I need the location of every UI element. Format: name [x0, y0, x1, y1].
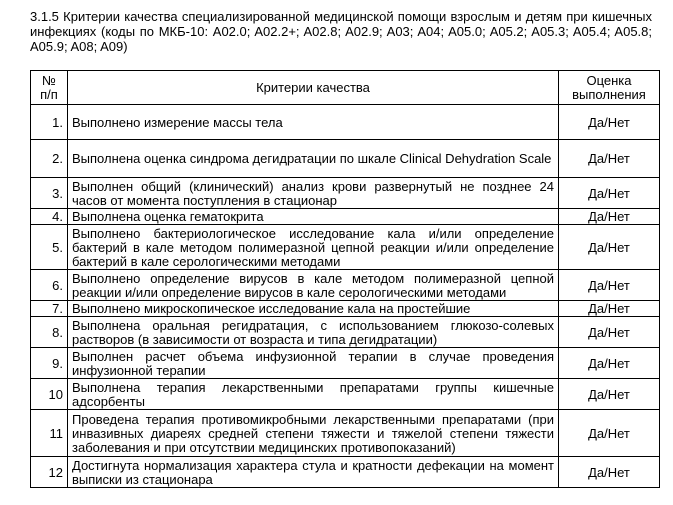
row-num: 9.: [31, 348, 68, 379]
table-row: [31, 209, 660, 225]
row-evaluation: Да/Нет: [559, 270, 660, 301]
table-row: [31, 379, 660, 410]
table-row: [31, 105, 660, 140]
row-evaluation: Да/Нет: [559, 317, 660, 348]
row-num: 12: [31, 457, 68, 488]
table-header-row: [31, 71, 660, 105]
header-evaluation: Оценка выполнения: [559, 71, 660, 105]
row-evaluation: Да/Нет: [559, 178, 660, 209]
table-row: [31, 140, 660, 178]
row-evaluation: Да/Нет: [559, 457, 660, 488]
table-row: [31, 348, 660, 379]
section-heading: 3.1.5 Критерии качества специализированной медицинской помощи взрослым и детям при кишечных инфекциях (коды по МКБ-10: A02.0; A02.2+; A02.8; A02.9; A03; A04; A05.0; A05.2; A05.3; A05.4; A05.8; A05.9; A08; A09): [30, 9, 652, 54]
row-criterion: Достигнута нормализация характера стула и кратности дефекации на момент выписки из стационара: [68, 457, 559, 488]
row-num: 7.: [31, 301, 68, 317]
row-num: 4.: [31, 209, 68, 225]
row-num: 8.: [31, 317, 68, 348]
table-row: [31, 225, 660, 270]
row-evaluation: Да/Нет: [559, 105, 660, 140]
row-num: 2.: [31, 140, 68, 178]
table-row: [31, 317, 660, 348]
row-evaluation: Да/Нет: [559, 379, 660, 410]
table-row: [31, 178, 660, 209]
row-criterion: Выполнен общий (клинический) анализ крови развернутый не позднее 24 часов от момента поступления в стационар: [68, 178, 559, 209]
row-criterion: Выполнено определение вирусов в кале методом полимеразной цепной реакции и/или определение вирусов в кале серологическими методами: [68, 270, 559, 301]
table-row: [31, 301, 660, 317]
row-evaluation: Да/Нет: [559, 209, 660, 225]
row-criterion: Выполнено микроскопическое исследование кала на простейшие: [68, 301, 559, 317]
table-row: [31, 410, 660, 457]
table-row: [31, 457, 660, 488]
row-num: 3.: [31, 178, 68, 209]
row-num: 11: [31, 410, 68, 457]
row-evaluation: Да/Нет: [559, 301, 660, 317]
row-num: 1.: [31, 105, 68, 140]
row-criterion: Выполнена оральная регидратация, с использованием глюкозо-солевых растворов (в зависимости от возраста и типа дегидратации): [68, 317, 559, 348]
row-criterion: Выполнена терапия лекарственными препаратами группы кишечные адсорбенты: [68, 379, 559, 410]
table-row: [31, 270, 660, 301]
row-num: 5.: [31, 225, 68, 270]
row-evaluation: Да/Нет: [559, 225, 660, 270]
header-criteria: Критерии качества: [68, 71, 559, 105]
row-evaluation: Да/Нет: [559, 348, 660, 379]
row-criterion: Выполнена оценка синдрома дегидратации по шкале Clinical Dehydration Scale: [68, 140, 559, 178]
row-evaluation: Да/Нет: [559, 410, 660, 457]
row-num: 10: [31, 379, 68, 410]
row-criterion: Выполнена оценка гематокрита: [68, 209, 559, 225]
row-criterion: Выполнено бактериологическое исследование кала и/или определение бактерий в кале методом полимеразной цепной реакции и/или определение бактерий в кале серологическими методами: [68, 225, 559, 270]
row-criterion: Выполнено измерение массы тела: [68, 105, 559, 140]
row-evaluation: Да/Нет: [559, 140, 660, 178]
row-criterion: Выполнен расчет объема инфузионной терапии в случае проведения инфузионной терапии: [68, 348, 559, 379]
header-num: № п/п: [31, 71, 68, 105]
row-criterion: Проведена терапия противомикробными лекарственными препаратами (при инвазивных диареях средней степени тяжести и тяжелой степени тяжести заболевания и при отсутствии медицинских противопоказаний): [68, 410, 559, 457]
quality-criteria-table: [30, 70, 660, 488]
row-num: 6.: [31, 270, 68, 301]
